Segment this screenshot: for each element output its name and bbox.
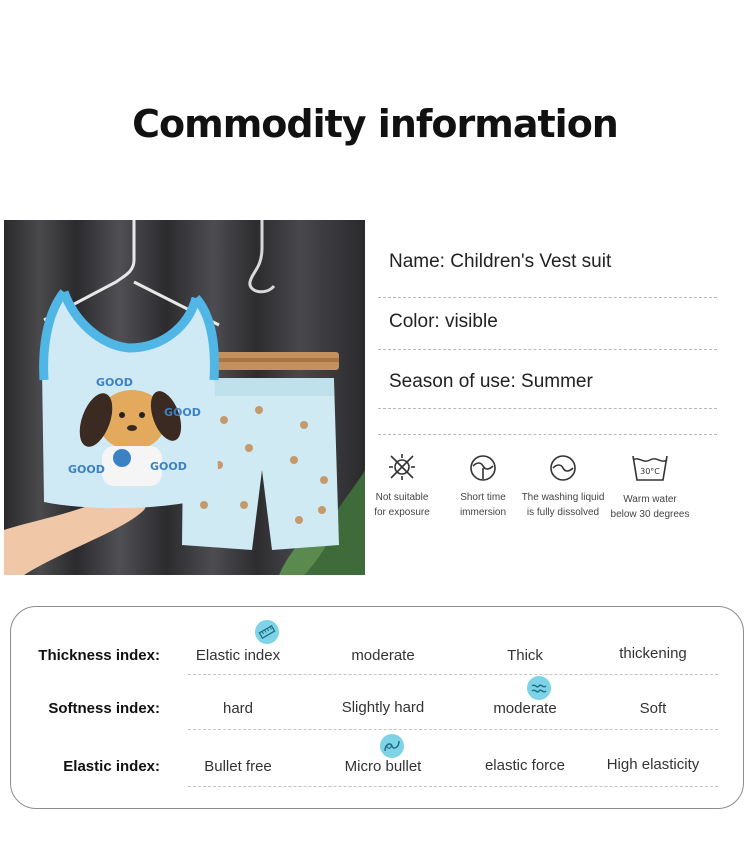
product-name: Name: Children's Vest suit (389, 251, 612, 272)
print-good-2: GOOD (164, 406, 201, 419)
info-divider (378, 434, 717, 435)
elastic-option: Bullet free (204, 758, 272, 775)
care-item (357, 452, 447, 520)
care-item (518, 452, 608, 520)
thickness-option: Elastic index (195, 647, 281, 664)
elastic-option: elastic force (484, 757, 566, 774)
softness-option: hard (222, 700, 254, 717)
softness-option: Soft (639, 700, 667, 717)
elastic-option: Micro bullet (344, 758, 422, 775)
dissolved-liquid-icon (548, 452, 578, 482)
elastic-option: High elasticity (606, 756, 700, 773)
thickness-option: Thick (507, 647, 543, 664)
care-item (438, 452, 528, 520)
print-good-4: GOOD (150, 460, 187, 473)
page-title: Commodity information (132, 102, 618, 146)
wave-icon (527, 676, 551, 700)
care-label-line1: Not suitable (375, 492, 429, 503)
product-color: Color: visible (389, 311, 498, 332)
elastic-marker (380, 734, 404, 758)
product-season: Season of use: Summer (389, 371, 593, 392)
wash-temp-badge: 30°C (640, 467, 660, 476)
care-label-line1: Short time (460, 492, 506, 503)
care-label-line2: is fully dissolved (526, 507, 600, 518)
info-divider (378, 408, 717, 409)
print-good-1: GOOD (96, 376, 133, 389)
print-good-3: GOOD (68, 463, 105, 476)
thickness-marker (255, 620, 279, 644)
care-item (605, 452, 695, 522)
care-label-line1: Warm water (623, 494, 677, 505)
care-label-line2: immersion (459, 507, 507, 518)
spring-icon (380, 734, 404, 758)
info-divider (378, 349, 717, 350)
care-label-line2: below 30 degrees (610, 509, 690, 520)
no-sun-icon (387, 452, 417, 482)
care-label-line1: The washing liquid (521, 492, 605, 503)
ruler-icon (255, 620, 279, 644)
product-photo (4, 220, 365, 575)
softness-option: Slightly hard (341, 699, 425, 716)
short-soak-icon (468, 452, 498, 482)
softness-label: Softness index: (48, 700, 160, 717)
thickness-label: Thickness index: (38, 647, 160, 664)
softness-marker (527, 676, 551, 700)
care-label-line2: for exposure (374, 507, 430, 518)
thickness-option: moderate (351, 647, 415, 664)
softness-option: moderate (493, 700, 557, 717)
index-divider (188, 674, 718, 675)
thickness-option: thickening (619, 645, 687, 662)
elastic-label: Elastic index: (63, 758, 160, 775)
index-divider (188, 729, 718, 730)
info-divider (378, 297, 717, 298)
index-divider (188, 786, 718, 787)
wash-30-icon (630, 452, 670, 484)
